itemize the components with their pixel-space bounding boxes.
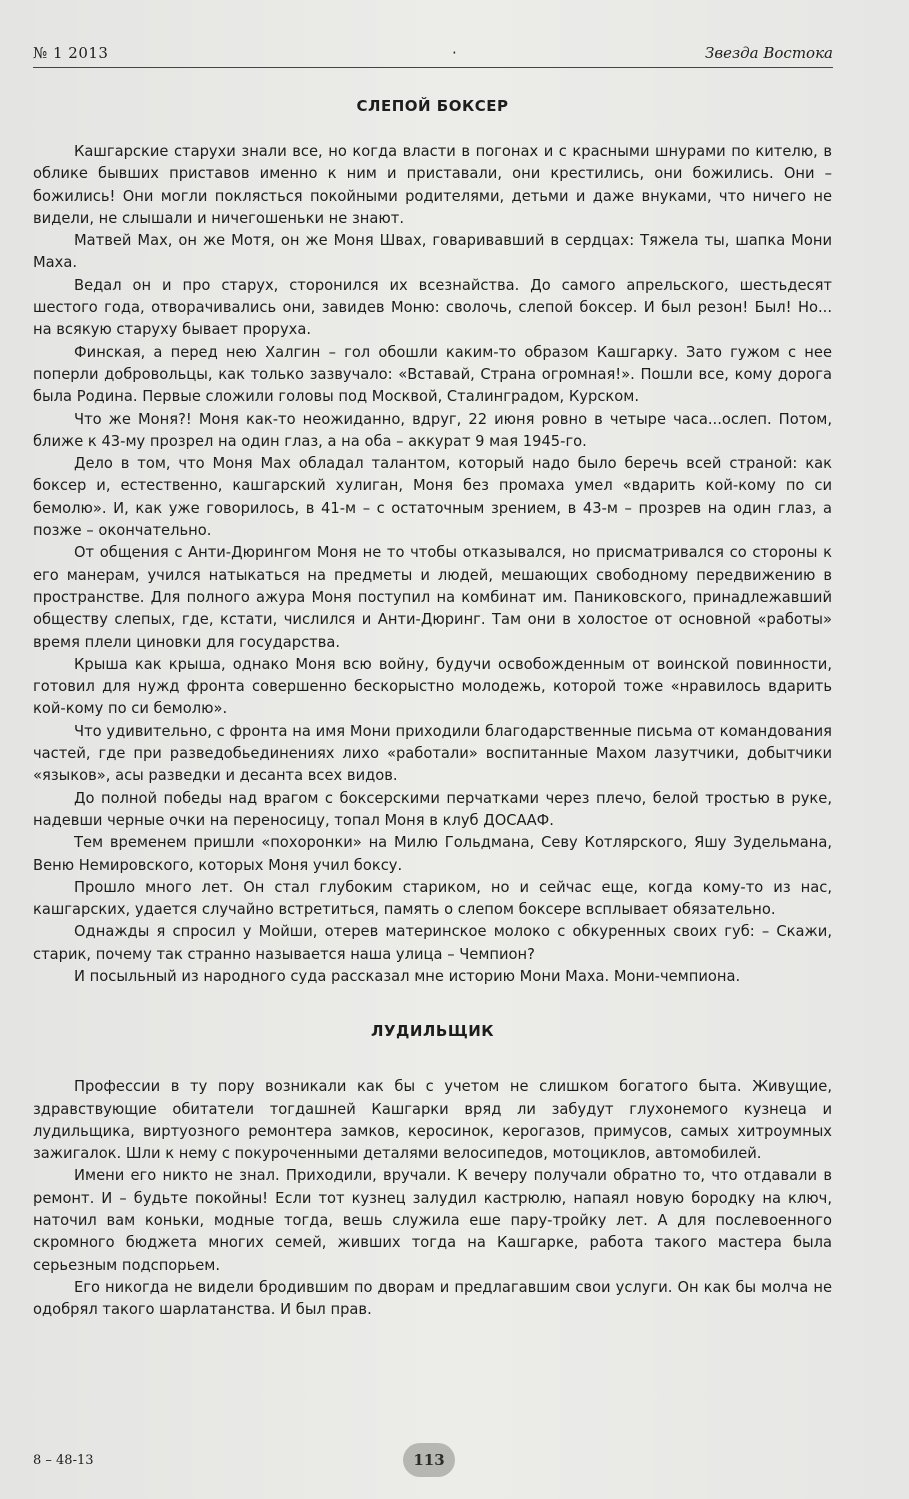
paragraph: Дело в том, что Моня Мах обладал талантом, который надо было беречь всей страной: как боксер и, естественно, кашгарский хулиган, Моня без промаха умел «вдарить кой-кому по си бемолю». И, как уже говорилось, в 41-м – с остаточным зрением, в 43-м – прозрев на один глаз, а позже – окончательно. — [33, 455, 832, 540]
paragraph: От общения с Анти-Дюрингом Моня не то чтобы отказывался, но присматривался со стороны к его манерам, учился натыкаться на предметы и людей, мешающих свободному передвижению в пространстве. Для полного ажура Моня поступил на комбинат им. Паниковского, принадлежавший обществу слепых, где, кстати, числился и Анти-Дюринг. Там они в холостое от основной «работы» время плели циновки для государства. — [33, 544, 832, 651]
paragraph: Профессии в ту пору возникали как бы с учетом не слишком богатого быта. Живущие, здравствующие обитатели тогдашней Кашгарки вряд ли забудут глухонемого кузнеца и лудильщика, виртуозного ремонтера замков, керосинок, керогазов, примусов, самых хитроумных зажигалок. Шли к нему с покуроченными деталями велосипедов, мотоциклов, автомобилей. — [33, 1078, 832, 1163]
journal-title: Звезда Востока — [705, 44, 833, 62]
paragraph: Крыша как крыша, однако Моня всю войну, будучи освобожденным от воинской повинности, готовил для нужд фронта совершенно бескорыстно молодежь, которой тоже «нравилось вдарить кой-кому по си бемолю». — [33, 655, 832, 718]
header-rule — [33, 67, 833, 68]
paragraph: Однажды я спросил у Мойши, отерев материнское молоко с обкуренных своих губ: – Скажи, старик, почему так странно называется наша улица – Чемпион? — [33, 923, 832, 963]
section-title: СЛЕПОЙ БОКСЕР — [356, 97, 509, 115]
page-number: 113 — [413, 1451, 445, 1469]
header-separator: · — [452, 44, 457, 62]
paragraph: Тем временем пришли «похоронки» на Милю Гольдмана, Севу Котлярского, Яшу Зудельмана, Веню Немировского, которых Моня учил боксу. — [33, 834, 832, 874]
section-title: ЛУДИЛЬЩИК — [370, 1022, 495, 1041]
paragraph: До полной победы над врагом с боксерскими перчатками через плечо, белой тростью в руке, надевши черные очки на переносицу, топал Моня в клуб ДОСААФ. — [33, 789, 832, 829]
paragraph: Имени его никто не знал. Приходили, вручали. К вечеру получали обратно то, что отдавали в ремонт. И – будьте покойны! Если тот кузнец залудил кастрюлю, напаял новую бородку на ключ, наточил вам коньки, модные тогда, вешь служила еше пару-тройку лет. А для послевоенного скромного бюджета многих семей, живших тогда на Кашгарке, работа такого мастера была серьезным подспорьем. — [33, 1167, 832, 1274]
print-code: 8 – 48-13 — [33, 1453, 94, 1468]
paragraph: Финская, а перед нею Халгин – гол обошли каким-то образом Кашгарку. Зато гужом с нее поперли добровольцы, как только зазвучало: «Вставай, Страна огромная!». Пошли все, кому дорога была Родина. Первые сложили головы под Москвой, Сталинградом, Курском. — [33, 343, 832, 406]
page-number-badge — [403, 1443, 455, 1477]
issue-number: № 1 2013 — [33, 44, 109, 62]
paragraph: Кашгарские старухи знали все, но когда власти в погонах и с красными шнурами по кителю, в облике бывших приставов именно к ним и приставали, они крестились, они божились. Они – божились! Они могли поклясться покойными родителями, детьми и даже внуками, что ничего не видели, не слышали и ничегошеньки не знают. — [33, 143, 832, 227]
paragraph: Что удивительно, с фронта на имя Мони приходили благодарственные письма от командования частей, где при разведобьединениях лихо «работали» воспитанные Махом лазутчики, добытчики «языков», асы разведки и десанта всех видов. — [33, 722, 832, 785]
paragraph: Его никогда не видели бродившим по дворам и предлагавшим свои услуги. Он как бы молча не одобрял такого шарлатанства. И был прав. — [33, 1278, 832, 1319]
paragraph: И посыльный из народного суда рассказал мне историю Мони Маха. Мони-чемпиона. — [74, 967, 741, 985]
paragraph: Прошло много лет. Он стал глубоким стариком, но и сейчас еще, когда кому-то из нас, кашгарских, удается случайно встретиться, память о слепом боксере всплывает обязательно. — [33, 878, 832, 919]
paragraph: Матвей Мах, он же Мотя, он же Моня Шваx, говаривавший в сердцах: Тяжела ты, шапка Мони Маха. — [33, 232, 832, 272]
paragraph: Ведал он и про старух, сторонился их всезнайства. До самого апрельского, шестьдесят шестого года, отворачивались они, завидев Моню: сволочь, слепой боксер. И был резон! Был! Но... на всякую старуху бывает проруха. — [33, 276, 832, 339]
article-body — [33, 95, 832, 1322]
paragraph: Что же Моня?! Моня как-то неожиданно, вдруг, 22 июня ровно в четыре часа...ослеп. Потом, ближе к 43-му прозрел на один глаз, а на оба – аккурат 9 мая 1945-го. — [33, 410, 832, 450]
